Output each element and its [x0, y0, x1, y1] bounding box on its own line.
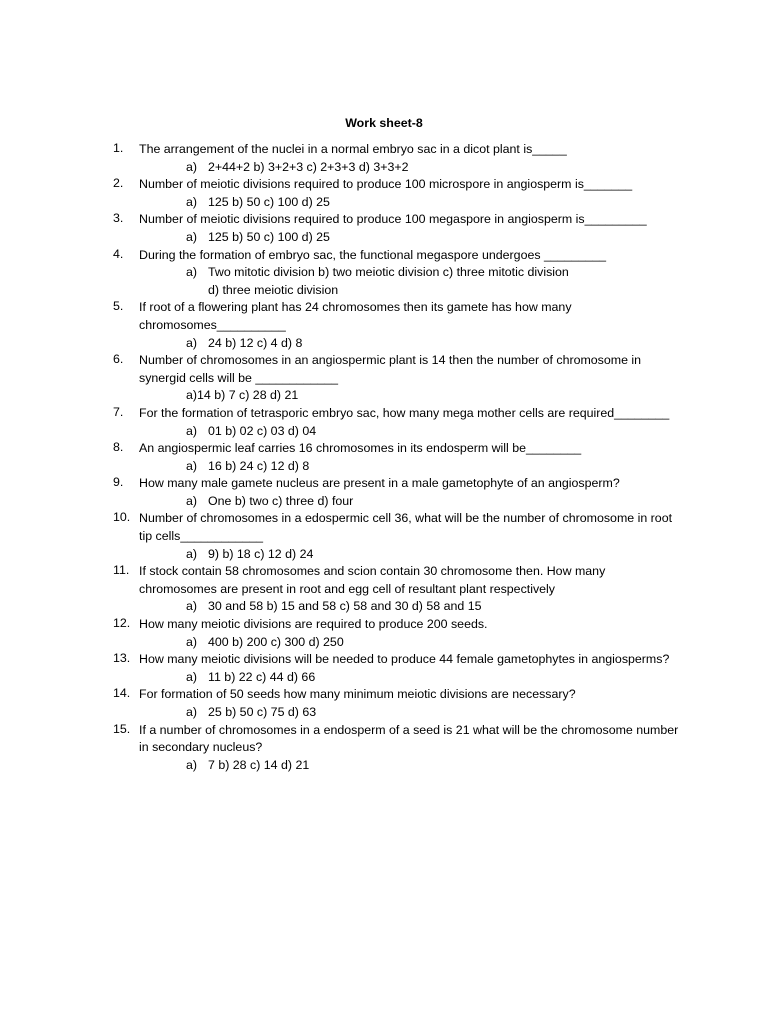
answer-options: [113, 194, 683, 212]
answer-options: [113, 335, 683, 353]
answer-options: [113, 634, 683, 652]
question-number: 5.: [113, 299, 124, 314]
answer-options: [113, 159, 683, 177]
question-text: How many meiotic divisions will be needed to produce 44 female gametophytes in angiosperms?: [139, 652, 670, 667]
option-label: a): [186, 229, 198, 244]
answer-options: [113, 669, 683, 687]
question-number: 1.: [113, 141, 124, 155]
option-text: 30 and 58 b) 15 and 58 c) 58 and 30 d) 58 and 15: [208, 599, 482, 614]
question-text: If stock contain 58 chromosomes and scion contain 30 chromosome then. How many chromosomes are present in root and egg cell of resultant plant respectively: [139, 564, 606, 596]
question-item: [113, 563, 683, 616]
question-number: 11.: [113, 563, 130, 578]
option-label: a): [186, 634, 198, 649]
option-text: 125 b) 50 c) 100 d) 25: [208, 194, 330, 209]
question-text: The arrangement of the nuclei in a normal embryo sac in a dicot plant is_____: [139, 142, 567, 156]
question-list: [113, 141, 683, 774]
answer-options-continued: [113, 282, 683, 300]
option-text: 01 b) 02 c) 03 d) 04: [208, 423, 317, 438]
question-text: How many meiotic divisions are required to produce 200 seeds.: [139, 617, 488, 632]
option-label: a): [186, 194, 198, 209]
option-label: a): [186, 669, 198, 684]
question-number: 7.: [113, 404, 124, 419]
question-item: [113, 616, 683, 651]
option-text: 11 b) 22 c) 44 d) 66: [208, 669, 316, 684]
question-number: 13.: [113, 651, 131, 666]
option-text: 7 b) 28 c) 14 d) 21: [208, 757, 310, 772]
answer-options: [113, 598, 683, 616]
question-text: During the formation of embryo sac, the functional megaspore undergoes _________: [139, 247, 607, 262]
question-item: [113, 211, 683, 246]
answer-options: [113, 423, 683, 441]
option-text: d) three meiotic division: [208, 282, 339, 297]
question-number: 14.: [113, 686, 131, 701]
question-item: [113, 141, 683, 176]
option-label: a): [186, 599, 198, 614]
option-label: a): [186, 423, 198, 438]
question-item: [113, 475, 683, 510]
question-number: 9.: [113, 475, 124, 490]
question-text: If a number of chromosomes in a endosperm of a seed is 21 what will be the chromosome number in secondary nucleus?: [139, 722, 679, 755]
answer-options: [113, 704, 683, 722]
option-label: a): [186, 705, 198, 719]
option-text: One b) two c) three d) four: [208, 493, 354, 508]
option-text: 24 b) 12 c) 4 d) 8: [208, 335, 303, 350]
title-text: Work sheet-8: [345, 116, 423, 130]
option-text: 9) b) 18 c) 12 d) 24: [208, 546, 314, 561]
option-label: a): [186, 159, 198, 174]
option-label: a): [186, 757, 198, 772]
question-item: [113, 440, 683, 475]
question-item: [113, 405, 683, 440]
question-item: [113, 651, 683, 686]
question-text: If root of a flowering plant has 24 chromosomes then its gamete has how many chromosomes__________: [139, 300, 572, 332]
question-item: [113, 686, 683, 721]
answer-options: [113, 387, 683, 405]
question-item: [113, 247, 683, 300]
question-text: For the formation of tetrasporic embryo sac, how many mega mother cells are required________: [139, 405, 670, 420]
answer-options: [113, 493, 683, 511]
question-item: [113, 299, 683, 352]
option-text: 25 b) 50 c) 75 d) 63: [208, 705, 317, 719]
question-number: 4.: [113, 246, 124, 261]
option-text: Two mitotic division b) two meiotic division c) three mitotic division: [208, 265, 569, 280]
answer-options: [113, 458, 683, 476]
answer-options: [113, 546, 683, 564]
question-item: [113, 352, 683, 405]
question-text: Number of meiotic divisions required to produce 100 microspore in angiosperm is_______: [139, 177, 633, 192]
question-number: 3.: [113, 211, 124, 226]
option-text: 16 b) 24 c) 12 d) 8: [208, 458, 310, 473]
option-text: a)14 b) 7 c) 28 d) 21: [186, 388, 299, 403]
question-number: 15.: [113, 721, 131, 736]
page-title: [0, 116, 768, 130]
question-text: Number of meiotic divisions required to produce 100 megaspore in angiosperm is_________: [139, 212, 647, 227]
question-item: [113, 176, 683, 211]
question-text: Number of chromosomes in a edospermic cell 36, what will be the number of chromosome in root tip cells____________: [139, 511, 673, 544]
option-label: a): [186, 458, 198, 473]
question-text: An angiospermic leaf carries 16 chromosomes in its endosperm will be________: [139, 441, 582, 456]
option-label: a): [186, 493, 198, 508]
question-number: 2.: [113, 176, 124, 191]
question-number: 8.: [113, 440, 124, 455]
question-item: [113, 510, 683, 563]
question-number: 6.: [113, 352, 124, 367]
question-text: For formation of 50 seeds how many minimum meiotic divisions are necessary?: [139, 687, 576, 702]
answer-options: [113, 229, 683, 247]
question-number: 10.: [113, 510, 131, 525]
answer-options: [113, 264, 683, 282]
option-label: a): [186, 265, 198, 280]
option-text: 2+44+2 b) 3+2+3 c) 2+3+3 d) 3+3+2: [208, 159, 409, 174]
answer-options: [113, 757, 683, 775]
question-number: 12.: [113, 616, 131, 631]
question-text: Number of chromosomes in an angiospermic plant is 14 then the number of chromosome in synergid cells will be ____________: [139, 353, 642, 385]
option-label: a): [186, 335, 198, 350]
option-text: 125 b) 50 c) 100 d) 25: [208, 229, 330, 244]
option-label: a): [186, 546, 198, 561]
question-item: [113, 722, 683, 775]
question-text: How many male gamete nucleus are present in a male gametophyte of an angiosperm?: [139, 476, 620, 491]
option-text: 400 b) 200 c) 300 d) 250: [208, 634, 344, 649]
